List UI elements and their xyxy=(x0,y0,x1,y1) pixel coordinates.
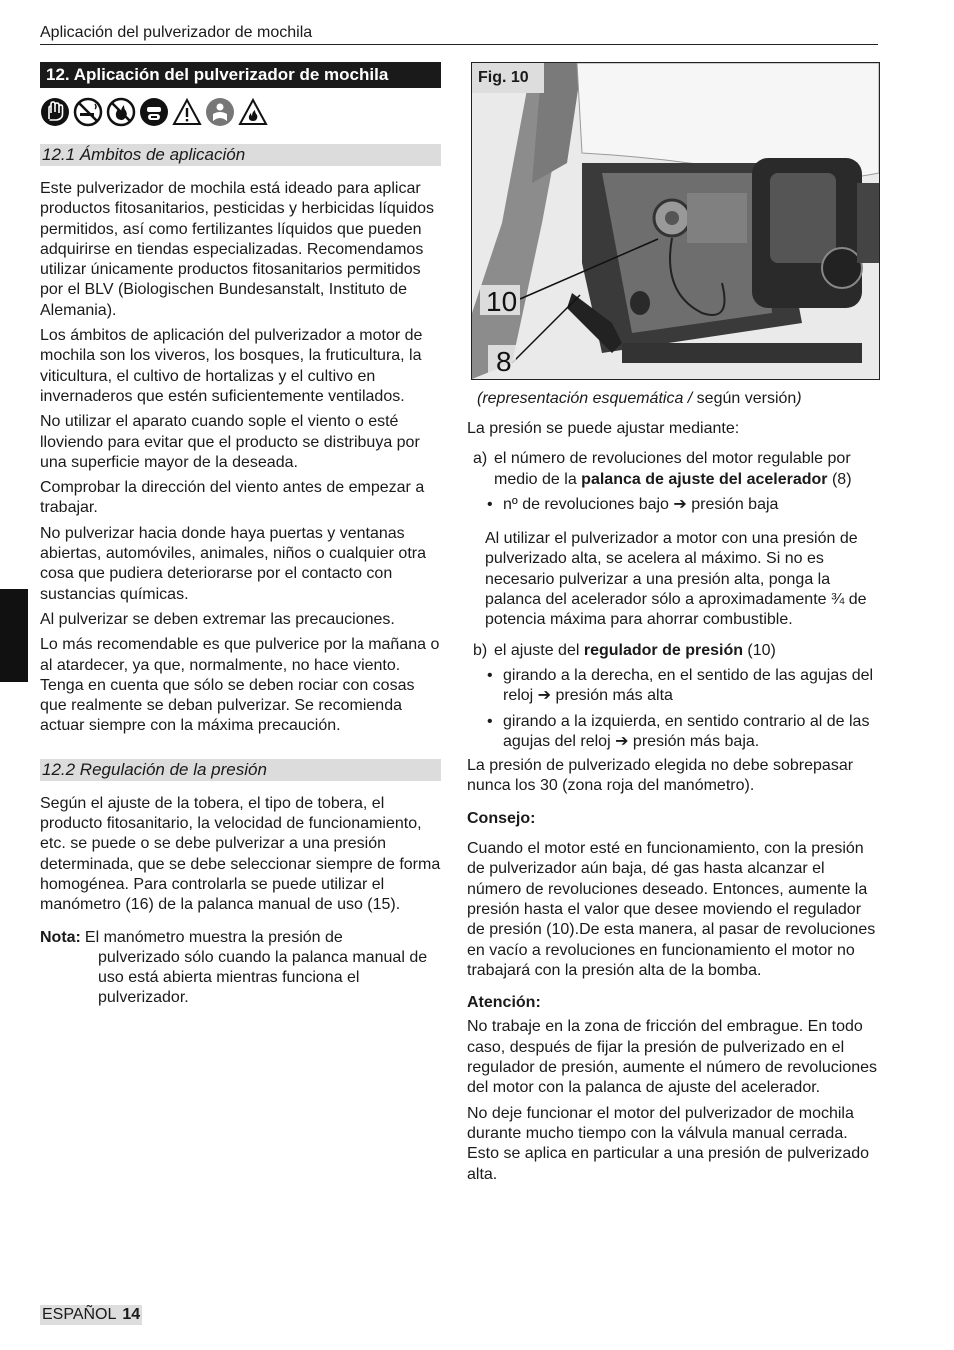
paragraph: La presión de pulverizado elegida no debe sobrepasar nunca los 30 (zona roja del manómetro). xyxy=(467,757,854,795)
safety-icons xyxy=(40,97,441,129)
tip-heading: Consejo: xyxy=(467,809,536,827)
figure-tag: Fig. 10 xyxy=(472,63,544,93)
section-title: 12. Aplicación del pulverizador de mochila xyxy=(40,62,441,88)
list-item-a: a) el número de revoluciones del motor regulable por medio de la palanca de ajuste del acelerador (8) xyxy=(473,450,852,488)
subsection-title-pressure: 12.2 Regulación de la presión xyxy=(40,759,441,781)
list-item-b: b) el ajuste del regulador de presión (10) xyxy=(473,641,776,659)
warning-icon xyxy=(172,97,202,127)
footer-language: ESPAÑOL xyxy=(42,1306,117,1323)
right-column xyxy=(467,62,878,1185)
note-text-rest: pulverizado sólo cuando la palanca manual de uso está abierta mientras funciona el pulverizador. xyxy=(98,948,428,1007)
paragraph: Según el ajuste de la tobera, el tipo de tobera, el producto fitosanitario, la velocidad de funcionamiento, etc. se puede o se debe pulverizar a una presión determinada, que se debe seleccionar siempre de forma homogénea. Para controlarla se puede utilizar el manómetro (16) de la palanca manual de uso (15). xyxy=(40,794,441,914)
callout-8: 8 xyxy=(496,346,512,377)
gloves-icon xyxy=(40,97,70,127)
paragraph: Este pulverizador de mochila está ideado para aplicar productos fitosanitarios, pesticidas y herbicidas líquidos permitidos, así como fertilizantes líquidos que pueden adquirirse en tiendas especializadas. Recomendamos utilizar únicamente productos fitosanitarios permitidos por el BLV (Biologischen Bundesanstalt, Instituto de Alemania). xyxy=(40,180,434,319)
bullet-item: • girando a la derecha, en el sentido de las agujas del reloj ➔ presión más alta xyxy=(487,666,874,705)
sprayer-photo xyxy=(472,63,879,379)
page-footer xyxy=(40,1305,142,1325)
paragraph: No deje funcionar el motor del pulverizador de mochila durante mucho tiempo con la válvula manual cerrada. Esto se aplica en particular a una presión de pulverizado alta. xyxy=(467,1104,870,1183)
no-smoking-icon xyxy=(73,97,103,127)
paragraph: No utilizar el aparato cuando sople el viento o esté lloviendo para evitar que el producto se distribuya por una superficie mayor de la deseada. xyxy=(40,413,420,471)
running-header: Aplicación del pulverizador de mochila xyxy=(40,24,878,45)
note xyxy=(40,928,441,1009)
bullet-item: • girando a la izquierda, en sentido contrario al de las agujas del reloj ➔ presión más baja. xyxy=(487,712,870,750)
attention-heading: Atención: xyxy=(467,994,541,1012)
note-text-first: El manómetro muestra la presión de xyxy=(84,928,343,946)
figure-10 xyxy=(471,62,880,380)
flammable-icon xyxy=(238,97,268,127)
left-column xyxy=(40,62,441,1009)
paragraph: Comprobar la dirección del viento antes de empezar a trabajar. xyxy=(40,479,425,517)
paragraph: Cuando el motor esté en funcionamiento, con la presión de pulverizador aún baja, dé gas hasta alcanzar el número de revoluciones deseado. Entonces, aumente la presión hasta el valor que desee moviendo el regulador de presión (10).De esta manera, al pasar de revoluciones en vacío a revoluciones en funcionamiento el motor no trabajará con la presión alta de la bomba. xyxy=(467,840,876,979)
paragraph: No trabaje en la zona de fricción del embrague. En todo caso, después de fijar la presión de pulverizado en el regulador de presión, aumente el número de revoluciones del motor con la palanca de ajuste del acelerador. xyxy=(467,1018,878,1097)
page-number: 14 xyxy=(122,1306,141,1323)
language-side-tab xyxy=(0,589,28,682)
pressure-text xyxy=(467,419,878,1185)
paragraph: Lo más recomendable es que pulverice por la mañana o al atardecer, ya que, normalmente, no hace viento. Tenga en cuenta que sólo se deben rociar con cosas que realmente se deban pulverizar. Se recomienda actuar siempre con la máxima precaución. xyxy=(40,636,440,735)
paragraph: Al pulverizar se deben extremar las precauciones. xyxy=(40,610,395,628)
paragraph: No pulverizar hacia donde haya puertas y ventanas abiertas, automóviles, animales, niños o cualquier otra cosa que pudiera deteriorarse por el contacto con sustancias químicas. xyxy=(40,524,426,603)
bullet-item: • nº de revoluciones bajo ➔ presión baja xyxy=(487,495,779,513)
paragraph: Al utilizar el pulverizador a motor con una presión de pulverizado alta, se acelera al máximo. Si no es necesario pulverizar a una presión alta, ponga la palanca del acelerador sólo a aproximadamente ¾ de potencia máxima para ahorrar combustible. xyxy=(485,530,867,629)
note-label: Nota: xyxy=(40,928,81,946)
paragraph: Los ámbitos de aplicación del pulverizador a motor de mochila son los viveros, los bosques, la fruticultura, la viticultura, el cultivo de hortalizas y el cultivo en invernaderos que estén suficientemente ventilados. xyxy=(40,327,423,405)
callout-10: 10 xyxy=(486,286,518,317)
read-manual-icon xyxy=(205,97,235,127)
figure-caption: (representación esquemática / según versión) xyxy=(477,390,802,407)
no-fire-icon xyxy=(106,97,136,127)
subsection-title-applications: 12.1 Ámbitos de aplicación xyxy=(40,144,441,166)
respirator-mask-icon xyxy=(139,97,169,127)
paragraph: La presión se puede ajustar mediante: xyxy=(467,420,740,437)
